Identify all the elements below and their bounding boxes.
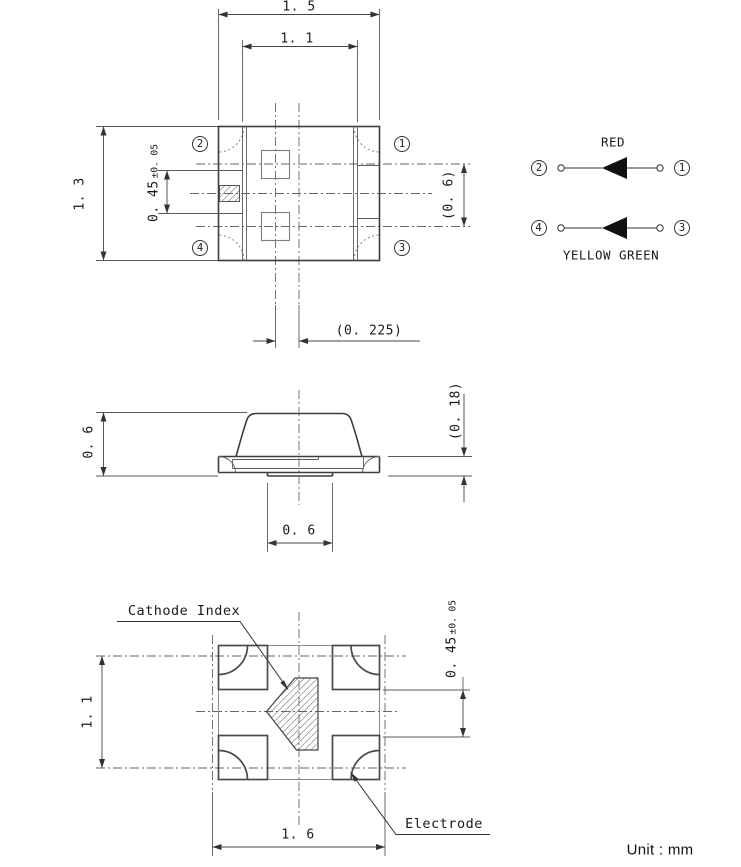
circuit-pin-4: 4: [531, 220, 547, 236]
dim-cathode-mark-value: 0. 45: [146, 180, 162, 222]
dim-overall-width-label: 1. 5: [282, 0, 316, 15]
dim-package-height-label: 0. 6: [81, 425, 97, 459]
circuit-pin-2: 2: [531, 160, 547, 176]
dim-chip-pitch-label: (0. 6): [441, 170, 457, 220]
dim-cathode-mark-tolerance: ±0. 05: [149, 144, 161, 179]
cathode-index-note: Cathode Index: [127, 603, 241, 619]
circuit-terminals: [558, 165, 663, 231]
top-view-pin-1: 1: [394, 136, 410, 152]
dim-pad-row-pitch-label: 1. 1: [80, 695, 96, 729]
top-view-pin-3: 3: [394, 240, 410, 256]
dim-pad-gap-label: [445, 600, 460, 678]
yellow-green-diode-symbol: [602, 217, 627, 239]
dim-cathode-mark-label: [147, 144, 162, 222]
dim-center-offset-label: (0. 225): [335, 323, 403, 339]
red-diode-symbol: [602, 157, 627, 179]
electrode-note: Electrode: [405, 816, 483, 832]
dim-inner-width-label: 1. 1: [280, 31, 314, 47]
dim-pad-gap-value: 0. 45: [444, 636, 460, 678]
dim-overall-height-label: 1. 3: [72, 177, 88, 211]
red-led-label: RED: [600, 134, 626, 150]
unit-note: Unit : mm: [626, 841, 694, 859]
dim-pad-gap-tolerance: ±0. 05: [447, 600, 459, 635]
bottom-view-cathode-index-mark: [267, 678, 319, 750]
dim-bottom-overall-width-label: 1. 6: [281, 827, 315, 843]
circuit-diagram: [558, 157, 663, 239]
yellow-green-led-label: YELLOW GREEN: [562, 247, 660, 263]
circuit-pin-1: 1: [674, 160, 690, 176]
top-view-pin-4: 4: [192, 240, 208, 256]
dim-substrate-thickness-label: (0. 18): [448, 381, 464, 441]
top-view-pin-2: 2: [192, 136, 208, 152]
dim-terminal-width-label: 0. 6: [282, 523, 316, 539]
circuit-pin-3: 3: [674, 220, 690, 236]
top-view-cathode-mark: [220, 186, 240, 202]
